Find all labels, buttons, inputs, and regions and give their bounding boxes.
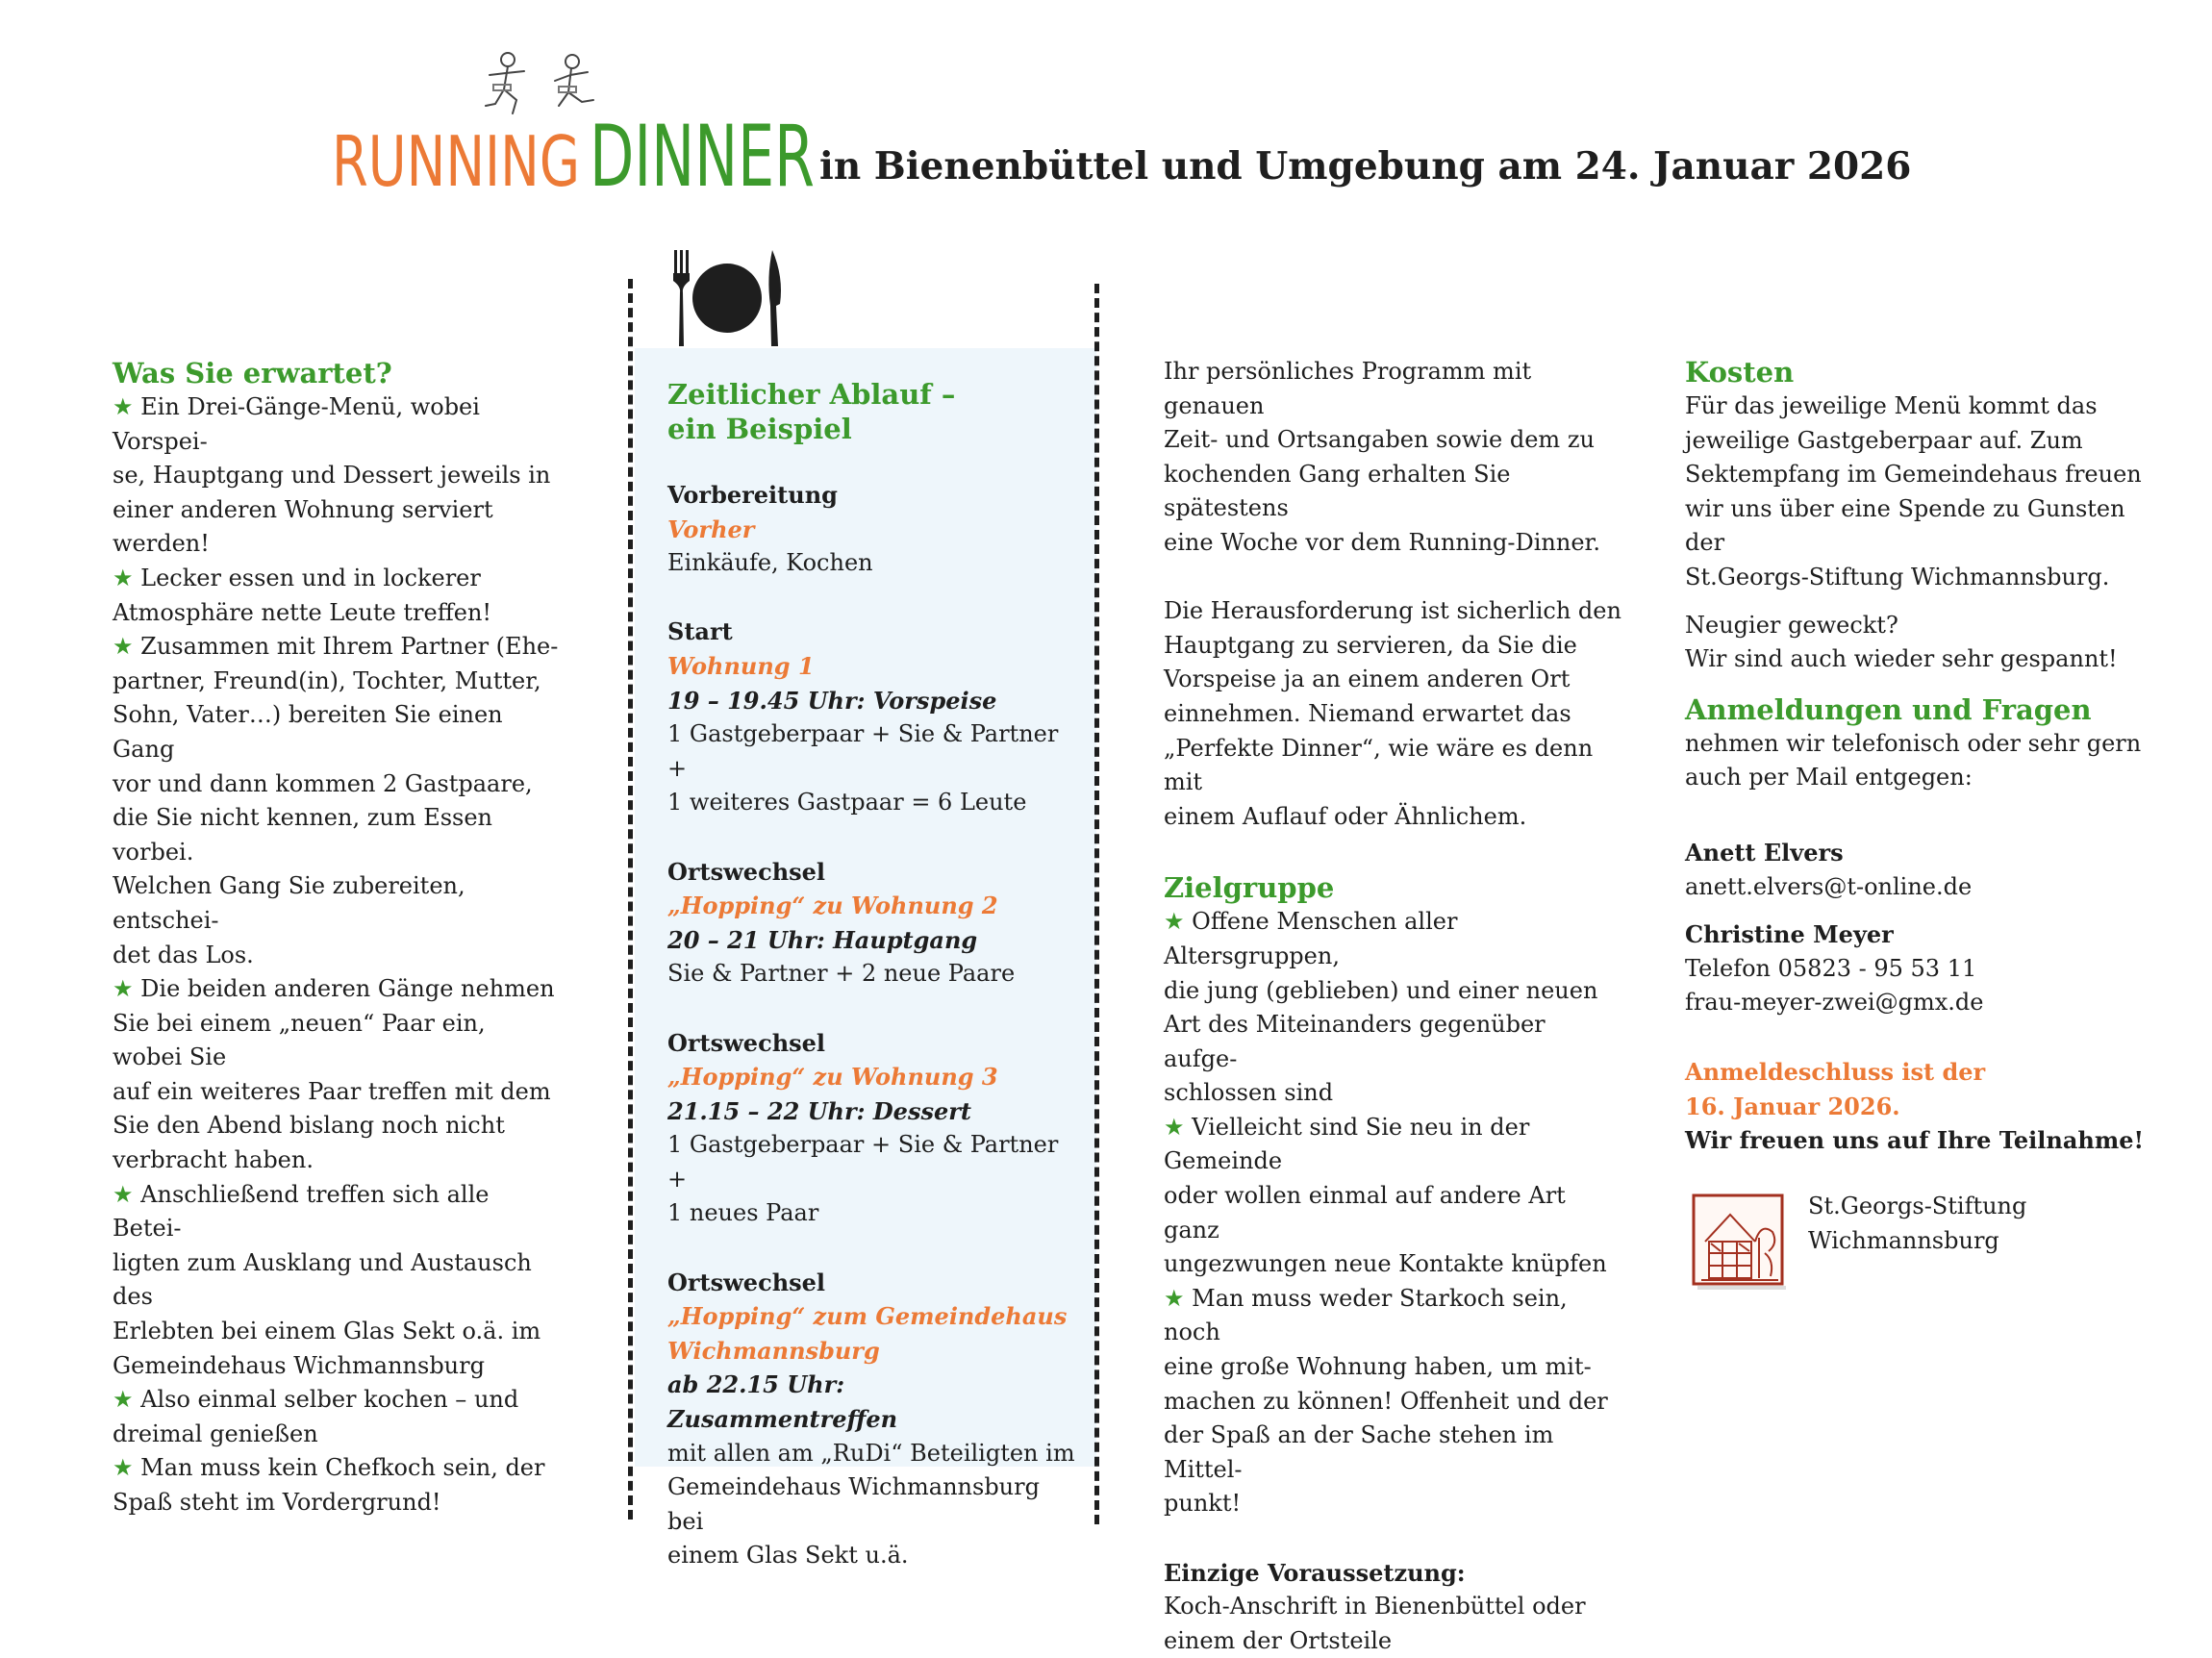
step-time: 19 – 19.45 Uhr: Vorspeise <box>667 686 997 715</box>
zielgruppe-list <box>1164 905 1625 1521</box>
timeline-title-line-2: ein Beispiel <box>667 413 852 445</box>
text-line: Zeit- und Ortsangaben sowie dem zu <box>1164 426 1595 454</box>
step-place: Wohnung 1 <box>667 651 815 680</box>
step-place: „Hopping“ zu Wohnung 2 <box>667 892 998 920</box>
star-bullet-icon: ★ <box>113 633 134 661</box>
step-detail: mit allen am „RuDi“ Beteiligten im <box>667 1439 1075 1467</box>
text-line: einem der Ortsteile <box>1164 1626 1393 1654</box>
closing-line: Wir freuen uns auf Ihre Teilnahme! <box>1685 1126 2145 1155</box>
step-head: Ortswechsel <box>667 857 826 886</box>
headline: in Bienenbüttel und Umgebung am 24. Januar 2026 <box>819 144 1912 188</box>
list-line: machen zu können! Offenheit und der <box>1164 1387 1608 1415</box>
star-bullet-icon: ★ <box>1164 1113 1185 1141</box>
list-line: det das Los. <box>113 941 254 968</box>
star-bullet-icon: ★ <box>1164 908 1185 936</box>
step-time: 21.15 – 22 Uhr: Dessert <box>667 1096 971 1125</box>
stiftung-label <box>1808 1190 2026 1258</box>
timeline-title-line-1: Zeitlicher Ablauf – <box>667 378 956 411</box>
text-line: einem Auflauf oder Ähnlichem. <box>1164 802 1527 830</box>
list-line: ungezwungen neue Kontakte knüpfen <box>1164 1250 1607 1278</box>
list-line: Sohn, Vater…) bereiten Sie einen Gang <box>113 701 503 763</box>
star-bullet-icon: ★ <box>113 393 134 420</box>
list-line: ★ Man muss weder Starkoch sein, noch <box>1164 1284 1568 1346</box>
step-time: 20 – 21 Uhr: Hauptgang <box>667 925 978 954</box>
timeline-step <box>667 615 1081 820</box>
text-line: Für das jeweilige Menü kommt das <box>1685 392 2098 419</box>
list-line: ★ Man muss kein Chefkoch sein, der <box>113 1454 545 1482</box>
running-figures-icon <box>486 53 593 113</box>
text-line: nehmen wir telefonisch oder sehr gern <box>1685 729 2142 757</box>
timeline-step <box>667 1026 1081 1232</box>
list-line: ★ Lecker essen und in lockerer <box>113 564 481 591</box>
text-line: Sektempfang im Gemeindehaus freuen <box>1685 461 2142 489</box>
step-head: Ortswechsel <box>667 1028 826 1057</box>
step-detail: 1 neues Paar <box>667 1199 819 1227</box>
contact-email[interactable]: frau-meyer-zwei@gmx.de <box>1685 989 1984 1017</box>
timeline-step <box>667 855 1081 992</box>
list-line: die jung (geblieben) und einer neuen <box>1164 976 1598 1004</box>
list-line: Sie bei einem „neuen“ Paar ein, wobei Sie <box>113 1009 486 1071</box>
list-line: Atmosphäre nette Leute treffen! <box>113 598 492 626</box>
timeline-step <box>667 478 1081 581</box>
text-line: Wichmannsburg <box>1808 1226 1999 1254</box>
zielgruppe-title: Zielgruppe <box>1164 871 1335 905</box>
step-detail: 1 weiteres Gastpaar = 6 Leute <box>667 789 1027 816</box>
list-line: Spaß steht im Vordergrund! <box>113 1489 441 1516</box>
list-line: oder wollen einmal auf andere Art ganz <box>1164 1182 1566 1244</box>
list-line: auf ein weiteres Paar treffen mit dem <box>113 1077 551 1105</box>
list-line: ★ Also einmal selber kochen – und <box>113 1386 519 1414</box>
contact-phone[interactable]: Telefon 05823 - 95 53 11 <box>1685 954 1977 982</box>
kosten-title: Kosten <box>1685 356 1795 389</box>
column-info <box>1164 355 1625 1658</box>
step-head: Vorbereitung <box>667 481 838 509</box>
column-costs-contact <box>1685 355 2166 1158</box>
text-line: Neugier geweckt? <box>1685 611 1898 639</box>
text-line: St.Georgs-Stiftung <box>1808 1193 2027 1219</box>
dashed-divider-left <box>628 279 633 1520</box>
list-line: verbracht haben. <box>113 1146 314 1174</box>
step-place: Vorher <box>667 515 755 543</box>
list-line: Art des Miteinanders gegenüber aufge- <box>1164 1011 1546 1072</box>
step-detail: Gemeindehaus Wichmannsburg bei <box>667 1473 1040 1535</box>
text-line: jeweilige Gastgeberpaar auf. Zum <box>1685 426 2083 454</box>
program-paragraph <box>1164 355 1625 561</box>
running-dinner-logo <box>332 46 817 206</box>
text-line: Hauptgang zu servieren, da Sie die <box>1164 631 1577 659</box>
text-line: kochenden Gang erhalten Sie spätestens <box>1164 460 1511 522</box>
text-line: Ihr persönliches Programm mit genauen <box>1164 358 1532 419</box>
deadline-line: Anmeldeschluss ist der <box>1685 1057 1986 1086</box>
text-line: wir uns über eine Spende zu Gunsten der <box>1685 494 2125 557</box>
list-line: ★ Ein Drei-Gänge-Menü, wobei Vorspei- <box>113 393 480 455</box>
section-title: Was Sie erwartet? <box>113 357 392 389</box>
logo-word-running: RUNNING <box>332 121 580 202</box>
step-time: ab 22.15 Uhr: Zusammentreffen <box>667 1370 898 1434</box>
text-line: St.Georgs-Stiftung Wichmannsburg. <box>1685 563 2110 590</box>
list-line: Erlebten bei einem Glas Sekt o.ä. im <box>113 1318 541 1345</box>
list-line: eine große Wohnung haben, um mit- <box>1164 1353 1592 1381</box>
step-place: „Hopping“ zu Wohnung 3 <box>667 1063 998 1092</box>
star-bullet-icon: ★ <box>113 1180 134 1208</box>
logo-word-dinner: DINNER <box>590 107 815 206</box>
expect-list <box>113 390 560 1520</box>
list-line: ★ Die beiden anderen Gänge nehmen <box>113 975 555 1003</box>
step-detail: 1 Gastgeberpaar + Sie & Partner + <box>667 1131 1059 1193</box>
list-line: vor und dann kommen 2 Gastpaare, <box>113 769 533 797</box>
list-line: Gemeindehaus Wichmannsburg <box>113 1351 485 1379</box>
star-bullet-icon: ★ <box>113 975 134 1003</box>
list-line: se, Hauptgang und Dessert jeweils in <box>113 462 551 490</box>
star-bullet-icon: ★ <box>113 564 134 591</box>
list-line: ★ Vielleicht sind Sie neu in der Gemeinde <box>1164 1113 1530 1175</box>
star-bullet-icon: ★ <box>113 1454 134 1482</box>
list-line: partner, Freund(in), Tochter, Mutter, <box>113 666 541 694</box>
column-what-to-expect <box>113 356 560 1520</box>
text-line: „Perfekte Dinner“, wie wäre es denn mit <box>1164 734 1594 796</box>
challenge-paragraph <box>1164 594 1625 834</box>
list-line: dreimal genießen <box>113 1419 318 1447</box>
text-line: Koch-Anschrift in Bienenbüttel oder <box>1164 1593 1586 1620</box>
contact-email[interactable]: anett.elvers@t-online.de <box>1685 872 1973 900</box>
step-detail: Einkäufe, Kochen <box>667 549 873 577</box>
timeline-step <box>667 1266 1081 1573</box>
list-line: ★ Zusammen mit Ihrem Partner (Ehe- <box>113 633 559 661</box>
deadline-date: 16. Januar 2026. <box>1685 1092 1900 1120</box>
text-line: Wir sind auch wieder sehr gespannt! <box>1685 645 2118 673</box>
text-line: auch per Mail entgegen: <box>1685 764 1973 791</box>
step-detail: 1 Gastgeberpaar + Sie & Partner + <box>667 720 1059 782</box>
contact-name: Christine Meyer <box>1685 920 1894 949</box>
list-line: Sie den Abend bislang noch nicht <box>113 1112 505 1140</box>
text-line: Vorspeise ja an einem anderen Ort <box>1164 666 1571 693</box>
list-line: punkt! <box>1164 1490 1242 1518</box>
column-timeline <box>667 377 1081 1573</box>
list-line: der Spaß an der Sache stehen im Mittel- <box>1164 1421 1554 1483</box>
dashed-divider-right <box>1094 284 1099 1524</box>
church-stamp-icon <box>1692 1193 1788 1290</box>
step-place: Wichmannsburg <box>667 1336 880 1365</box>
list-line: einer anderen Wohnung serviert werden! <box>113 495 493 558</box>
step-detail: Sie & Partner + 2 neue Paare <box>667 960 1016 988</box>
star-bullet-icon: ★ <box>1164 1284 1185 1312</box>
text-line: einnehmen. Niemand erwartet das <box>1164 699 1571 727</box>
step-head: Start <box>667 617 733 646</box>
list-line: ★ Offene Menschen aller Altersgruppen, <box>1164 908 1458 969</box>
list-line: ★ Anschließend treffen sich alle Betei- <box>113 1180 490 1243</box>
fork-plate-knife-icon <box>670 248 784 348</box>
contact-name: Anett Elvers <box>1685 838 1844 867</box>
list-line: Welchen Gang Sie zubereiten, entschei- <box>113 872 465 934</box>
step-detail: einem Glas Sekt u.ä. <box>667 1542 909 1570</box>
text-line: eine Woche vor dem Running-Dinner. <box>1164 528 1600 556</box>
list-line: ligten zum Ausklang und Austausch des <box>113 1248 532 1311</box>
list-line: die Sie nicht kennen, zum Essen vorbei. <box>113 804 493 866</box>
list-line: schlossen sind <box>1164 1079 1334 1107</box>
text-line: Die Herausforderung ist sicherlich den <box>1164 597 1621 625</box>
anmeldung-title: Anmeldungen und Fragen <box>1685 692 2092 726</box>
requirement-title: Einzige Voraussetzung: <box>1164 1558 1466 1587</box>
star-bullet-icon: ★ <box>113 1386 134 1414</box>
step-place: „Hopping“ zum Gemeindehaus <box>667 1302 1068 1331</box>
step-head: Ortswechsel <box>667 1268 826 1296</box>
